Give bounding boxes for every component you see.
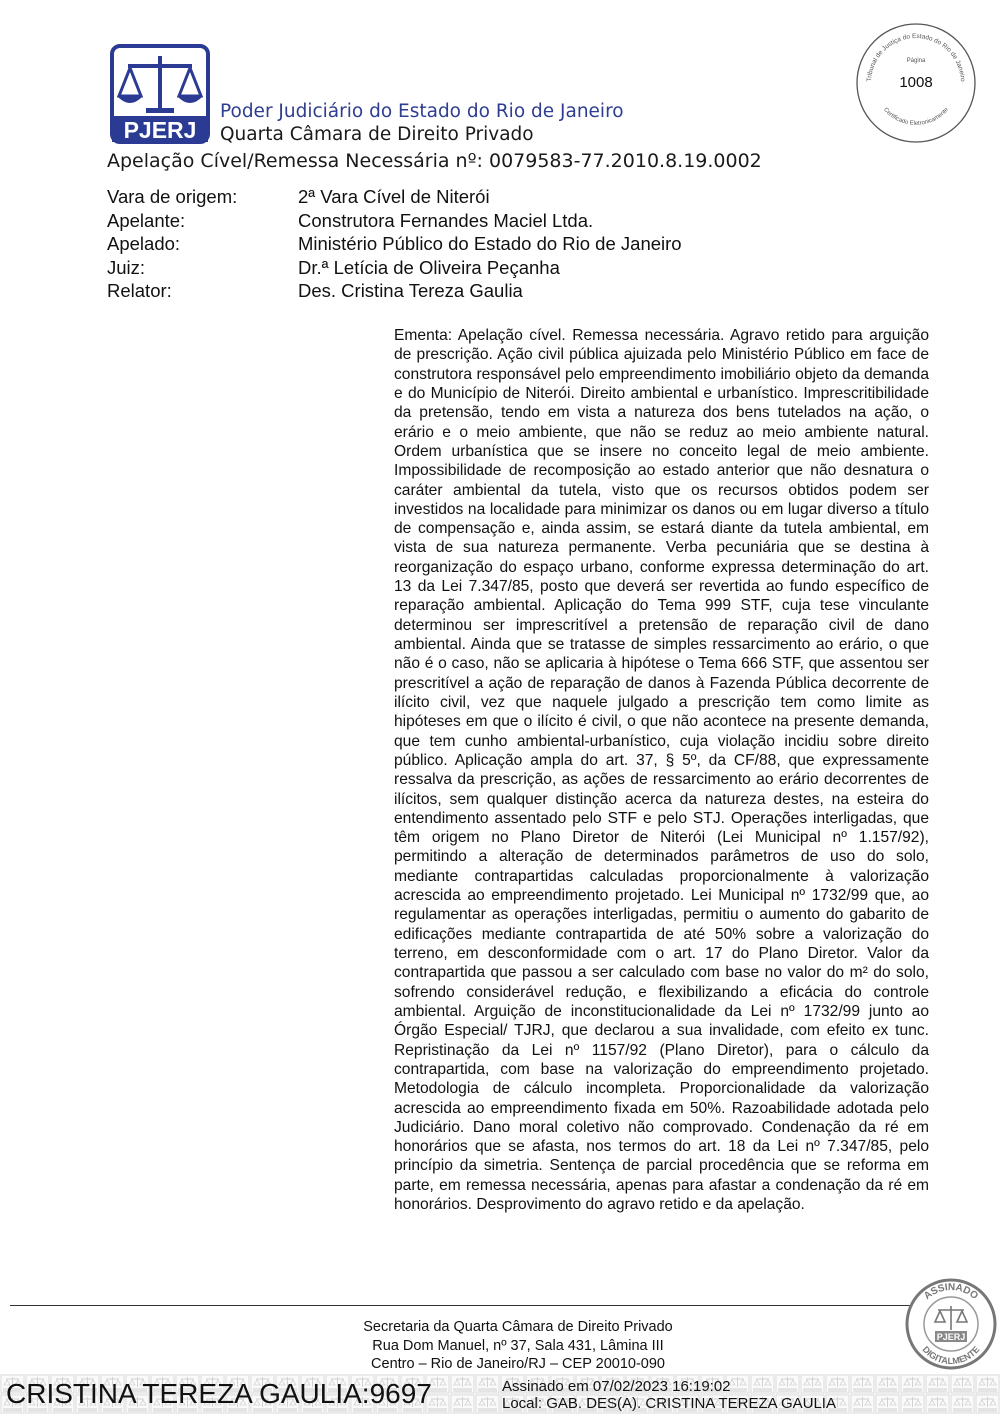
party-value: Dr.ª Letícia de Oliveira Peçanha bbox=[298, 256, 560, 278]
case-parties bbox=[107, 185, 682, 303]
chamber-name: Quarta Câmara de Direito Privado bbox=[220, 124, 534, 145]
signed-seal-top-text: ASSINADO bbox=[922, 1281, 980, 1302]
page-seal-ring-bottom: Certificado Eletronicamente bbox=[882, 106, 950, 127]
footer-line-2: Rua Dom Manuel, nº 37, Sala 431, Lâmina III bbox=[372, 1337, 664, 1354]
party-label: Vara de origem: bbox=[107, 186, 238, 207]
party-row bbox=[107, 209, 682, 233]
pjerj-logo bbox=[110, 44, 210, 144]
signed-seal bbox=[905, 1278, 997, 1370]
party-row bbox=[107, 256, 682, 280]
party-label: Apelante: bbox=[107, 209, 186, 231]
signed-timestamp: Assinado em 07/02/2023 16:19:02 bbox=[502, 1378, 731, 1395]
court-name: Poder Judiciário do Estado do Rio de Janeiro bbox=[220, 101, 624, 122]
page-seal-label: Página bbox=[906, 58, 926, 64]
page-number: 1008 bbox=[899, 74, 933, 91]
party-value: Des. Cristina Tereza Gaulia bbox=[298, 280, 523, 301]
footer-divider bbox=[10, 1305, 910, 1306]
signed-location: Local: GAB. DES(A). CRISTINA TEREZA GAULIA bbox=[502, 1394, 836, 1412]
signed-seal-center-text: PJERJ bbox=[936, 1332, 966, 1342]
footer-line-3: Centro – Rio de Janeiro/RJ – CEP 20010-090 bbox=[371, 1356, 665, 1372]
party-label: Relator: bbox=[107, 280, 172, 301]
page-seal-ring-top: Tribunal de Justiça do Estado do Rio de Janeiro bbox=[865, 32, 967, 82]
party-row bbox=[107, 232, 682, 256]
ementa-text: Ementa: Apelação cível. Remessa necessária. Agravo retido para arguição de prescrição. Ação civil pública ajuizada pelo Ministério Público em face de construtora responsável pelo empreendimento imobiliário objeto da demanda e do Município de Niterói. Direito ambiental e urbanístico. Imprescritibilidade da pretensão, tendo em vista a natureza dos bens tutelados na ação, o erário e o meio ambiente, que não se reduz ao meio ambiente natural. Ordem urbanística que se insere no conceito legal de meio ambiente. Impossibilidade de recomposição ao estado anterior que não desnatura o caráter ambiental da tutela, visto que os recursos obtidos podem ser investidos na localidade para minimizar os danos ou em lugar diverso a título de compensação e, ainda assim, se estará diante da tutela ambiental, em vista de sua natureza permanente. Verba pecuniária que se destina à reorganização do espaço urbano, conforme expressa determinação do art. 13 da Lei 7.347/85, posto que deverá ser revertida ao fundo específico de reparação ambiental. Aplicação do Tema 999 STF, cuja tese vinculante determinou ser imprescritível a pretensão de reparação civil de dano ambiental. Ainda que se tratasse de simples ressarcimento ao erário, o que não é o caso, não se aplicaria à hipótese o Tema 666 STF, que assentou ser prescritível a ação de reparação de danos à Fazenda Pública decorrente de ilícito civil, vez que naquele julgado a prescrição tem como limite as hipóteses em que o ilícito é civil, o que não acontece na presente demanda, que tem cunho ambiental-urbanístico, cuja violação incidiu sobre direito público. Aplicação ampla do art. 37, § 5º, da CF/88, que expressamente ressalva da prescrição, as ações de ressarcimento ao erário decorrentes de ilícitos, sem qualquer distinção acerca da natureza destes, na esteira do entendimento assentado pelo STF e pelo STJ. Operações interligadas, que têm origem no Plano Diretor de Niterói (Lei Municipal nº 1.157/92), permitindo a alteração de determinados parâmetros de uso do solo, mediante contrapartidas calculadas proporcionalmente à valorização acrescida ao empreendimento projetado. Lei Municipal nº 1732/99 que, ao regulamentar as operações interligadas, permitiu o aumento do gabarito de edificações mediante contrapartida de até 50% sobre a valorização do terreno, em desconformidade com o art. 17 do Plano Diretor. Valor da contrapartida que passou a ser calculado com base no valor do m² do solo, sofrendo considerável redução, e flexibilizando a eficácia do controle ambiental. Arguição de inconstitucionalidade da Lei nº 1732/99 junto ao Órgão Especial/ TJRJ, que declarou a sua invalidade, com efeito ex tunc. Repristinação da Lei nº 1157/92 (Plano Diretor), para o cálculo da contrapartida, com base na valorização do empreendimento projetado. Metodologia de cálculo incompleta. Proporcionalidade da valorização acrescida ao empreendimento fixada em 50%. Razoabilidade adotada pelo Judiciário. Dano moral coletivo não comprovado. Condenação da ré em honorários que se afasta, nos termos do art. 18 da Lei nº 7.347/85, pelo princípio da simetria. Sentença de parcial procedência que se reforma em parte, em remessa necessária, apenas para afastar a condenação da ré em honorários. Desprovimento do agravo retido e da apelação. bbox=[394, 327, 929, 1214]
party-row bbox=[107, 279, 682, 303]
party-value: Ministério Público do Estado do Rio de Janeiro bbox=[298, 233, 682, 254]
party-label: Juiz: bbox=[107, 256, 146, 278]
footer-line-1: Secretaria da Quarta Câmara de Direito Privado bbox=[363, 1319, 673, 1335]
party-value: 2ª Vara Cível de Niterói bbox=[298, 186, 490, 207]
case-title: Apelação Cível/Remessa Necessária nº: 0079583-77.2010.8.19.0002 bbox=[107, 150, 762, 172]
signature-details bbox=[502, 1379, 836, 1412]
signed-seal-bottom-text: DIGITALMENTE bbox=[920, 1344, 982, 1367]
logo-text: PJERJ bbox=[123, 117, 197, 143]
signer-name: CRISTINA TEREZA GAULIA:9697 bbox=[6, 1378, 432, 1409]
party-value: Construtora Fernandes Maciel Ltda. bbox=[298, 209, 594, 231]
party-row bbox=[107, 185, 682, 209]
party-label: Apelado: bbox=[107, 233, 181, 254]
footer-address bbox=[300, 1318, 736, 1374]
